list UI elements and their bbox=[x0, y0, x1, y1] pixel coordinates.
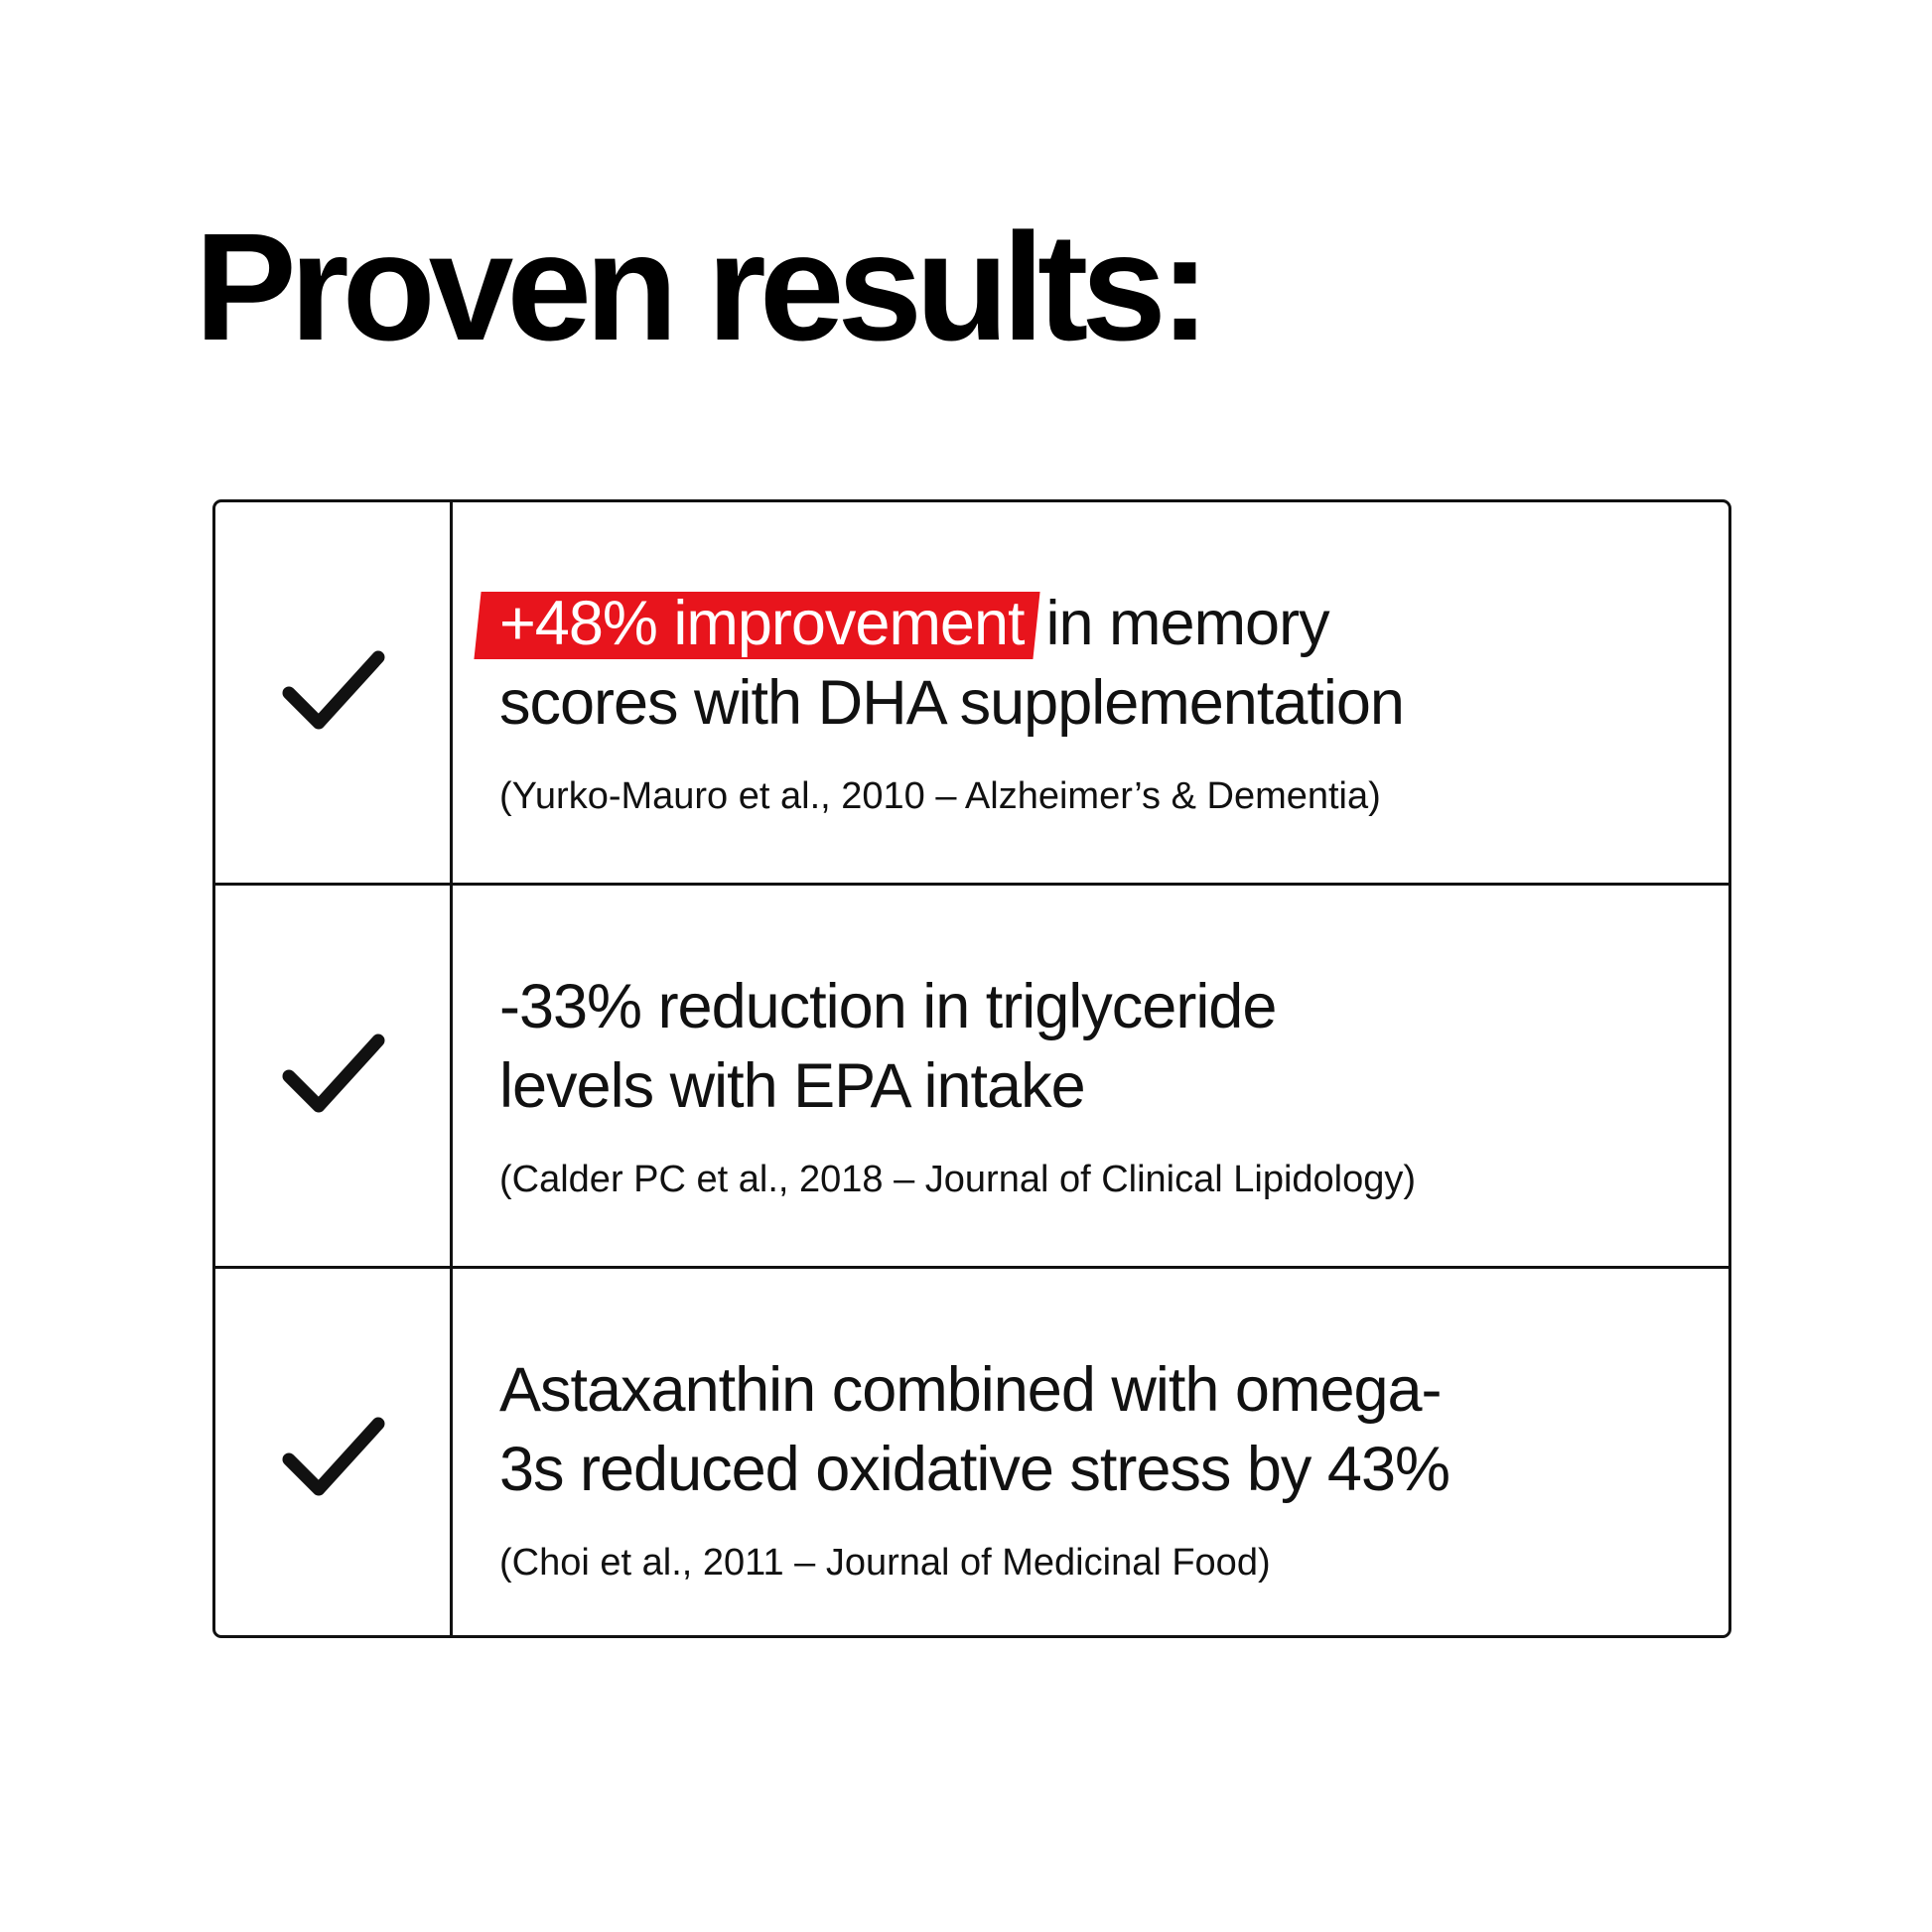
claim-line1: -33% reduction in triglyceride bbox=[499, 972, 1277, 1041]
claim-text bbox=[499, 1350, 1449, 1509]
result-row-memory bbox=[215, 502, 1728, 885]
page-title: Proven results: bbox=[195, 202, 1204, 372]
claim-line1-rest: in memory bbox=[1045, 589, 1329, 658]
result-row-oxidative-stress bbox=[215, 1269, 1728, 1651]
checkmark-icon bbox=[279, 1029, 388, 1118]
citation: (Choi et al., 2011 – Journal of Medicinal Food) bbox=[499, 1542, 1271, 1584]
check-cell bbox=[215, 886, 450, 1268]
claim-line1: Astaxanthin combined with omega- bbox=[499, 1355, 1442, 1425]
checkmark-icon bbox=[279, 1412, 388, 1501]
claim-cell bbox=[499, 502, 1709, 885]
claim-line2: scores with DHA supplementation bbox=[499, 668, 1404, 738]
highlighted-stat: +48% improvement bbox=[478, 584, 1036, 663]
results-table bbox=[212, 499, 1731, 1638]
claim-cell bbox=[499, 1269, 1709, 1651]
claim-cell bbox=[499, 886, 1709, 1268]
citation: (Yurko-Mauro et al., 2010 – Alzheimer’s & Dementia) bbox=[499, 775, 1381, 817]
claim-line2: levels with EPA intake bbox=[499, 1051, 1085, 1121]
check-cell bbox=[215, 1269, 450, 1651]
claim-text bbox=[499, 584, 1404, 743]
claim-text bbox=[499, 967, 1276, 1126]
result-row-triglyceride bbox=[215, 886, 1728, 1268]
claim-line2: 3s reduced oxidative stress by 43% bbox=[499, 1435, 1450, 1504]
check-cell bbox=[215, 502, 450, 885]
checkmark-icon bbox=[279, 645, 388, 735]
citation: (Calder PC et al., 2018 – Journal of Clinical Lipidology) bbox=[499, 1159, 1417, 1200]
